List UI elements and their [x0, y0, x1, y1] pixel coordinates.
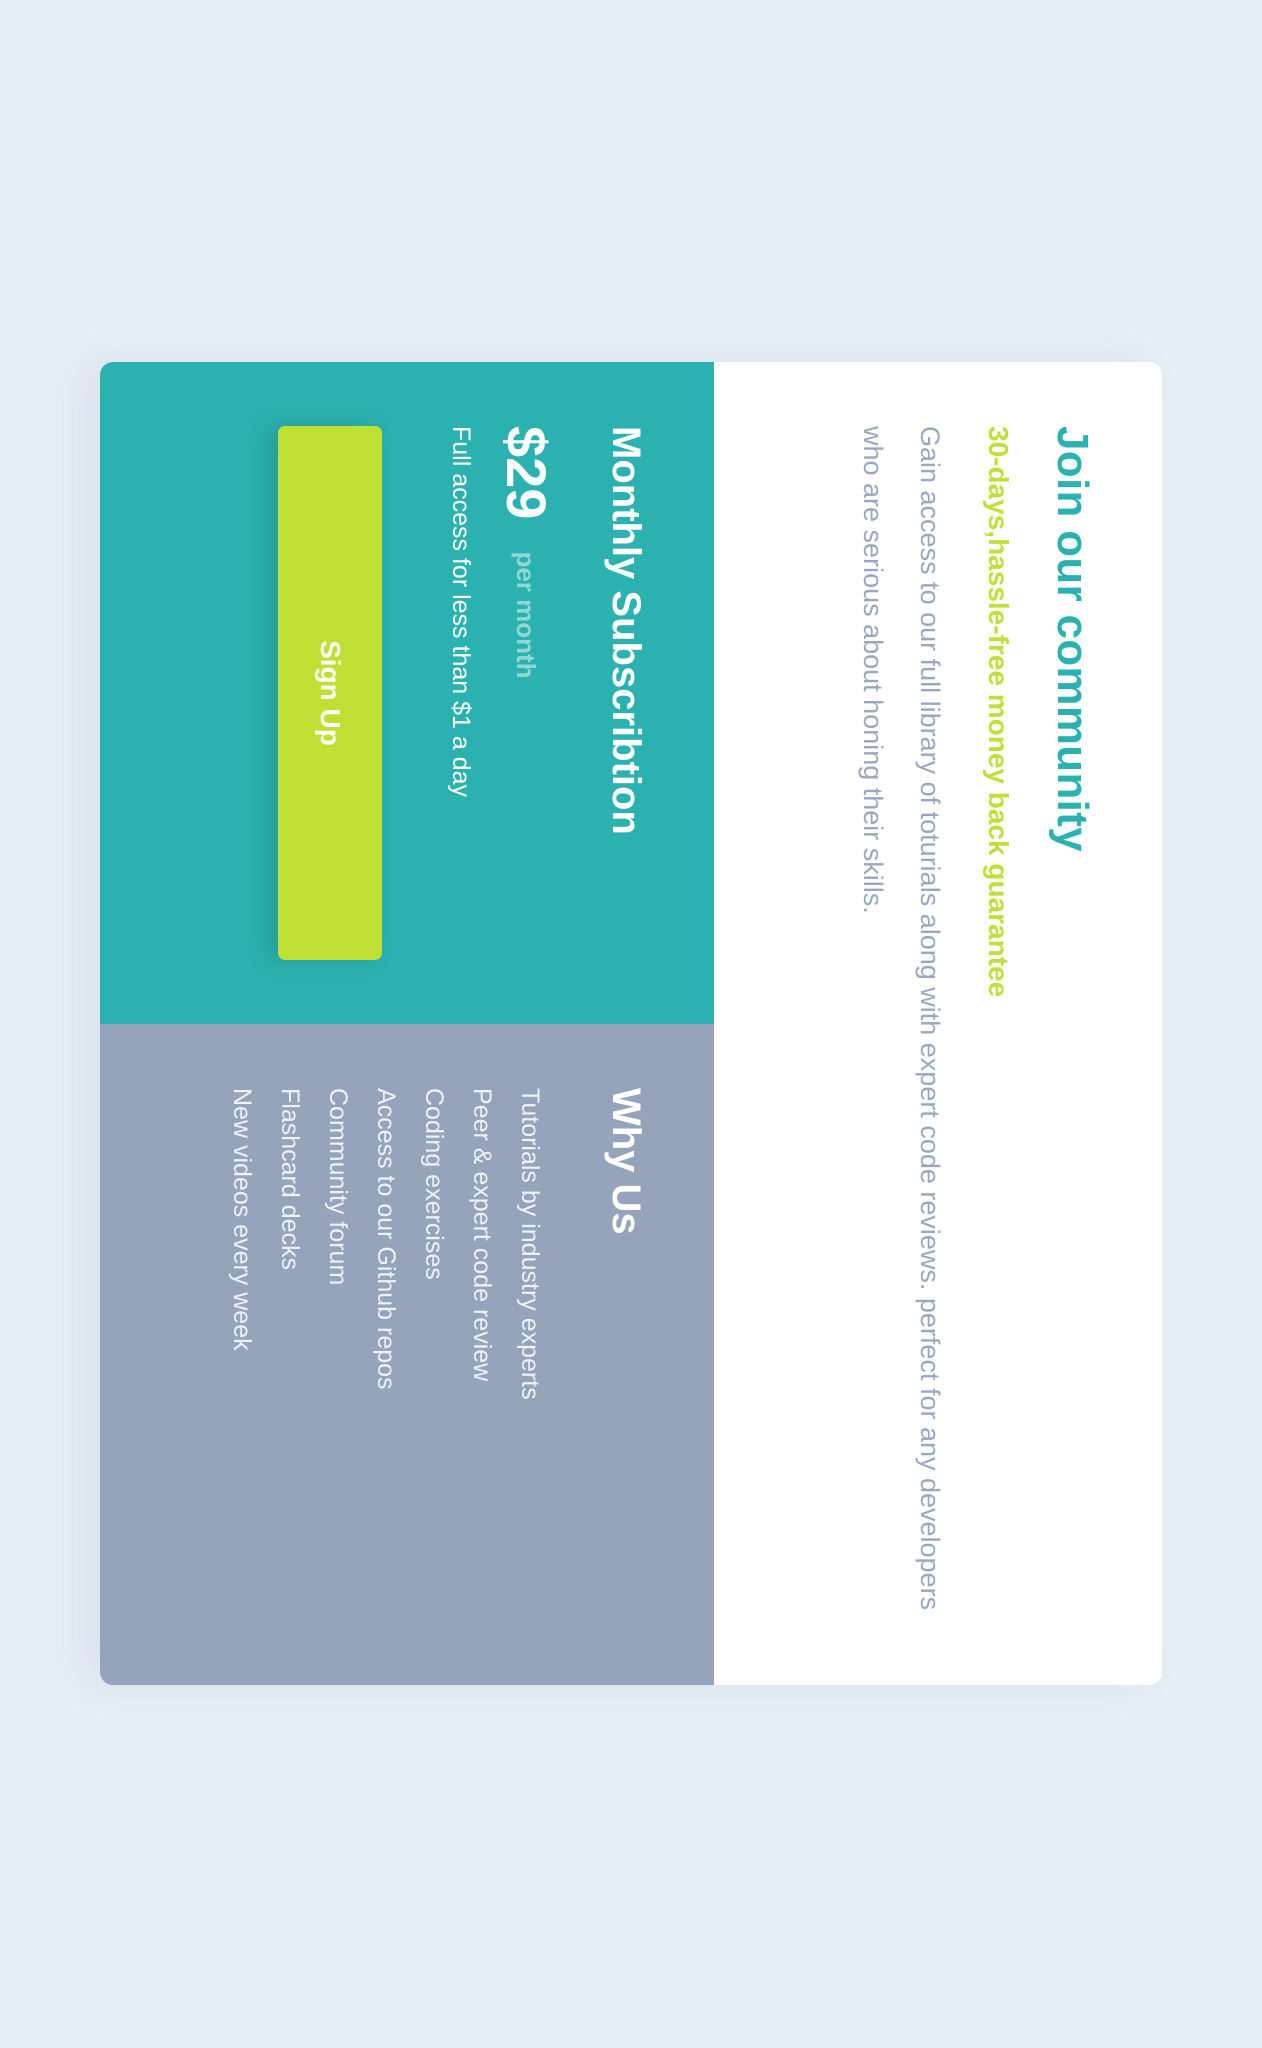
bottom-panels	[100, 362, 714, 1685]
price-period: per month	[511, 551, 542, 679]
community-title: Join our community	[1048, 426, 1097, 852]
pricing-card	[100, 362, 1162, 1685]
price: $29	[495, 426, 558, 520]
list-item: Community forum	[324, 1088, 352, 1286]
list-item: Flashcard decks	[276, 1088, 304, 1271]
list-item: Access to our Github repos	[372, 1088, 400, 1390]
access-note: Full access for less than $1 a day	[447, 426, 475, 798]
list-item: New videos every week	[228, 1088, 256, 1351]
community-section	[714, 362, 1162, 1685]
why-us-list	[218, 1088, 554, 1685]
subscription-panel	[100, 362, 714, 1024]
subscription-title: Monthly Subscribtion	[604, 426, 648, 835]
list-item: Tutorials by industry experts	[516, 1088, 544, 1400]
price-row	[494, 426, 558, 1024]
list-item: Peer & expert code review	[468, 1088, 496, 1382]
guarantee-subtitle: 30-days,hassle-free money back guarantee	[983, 426, 1014, 998]
list-item: Coding exercises	[420, 1088, 448, 1280]
why-us-title: Why Us	[604, 1088, 648, 1235]
community-description: Gain access to our full library of toturials along with expert code reviews. perfect for any developers who are serious about honing their skills.	[858, 426, 945, 1611]
sign-up-button[interactable]: Sign Up	[278, 426, 382, 960]
why-us-panel	[100, 1024, 714, 1685]
